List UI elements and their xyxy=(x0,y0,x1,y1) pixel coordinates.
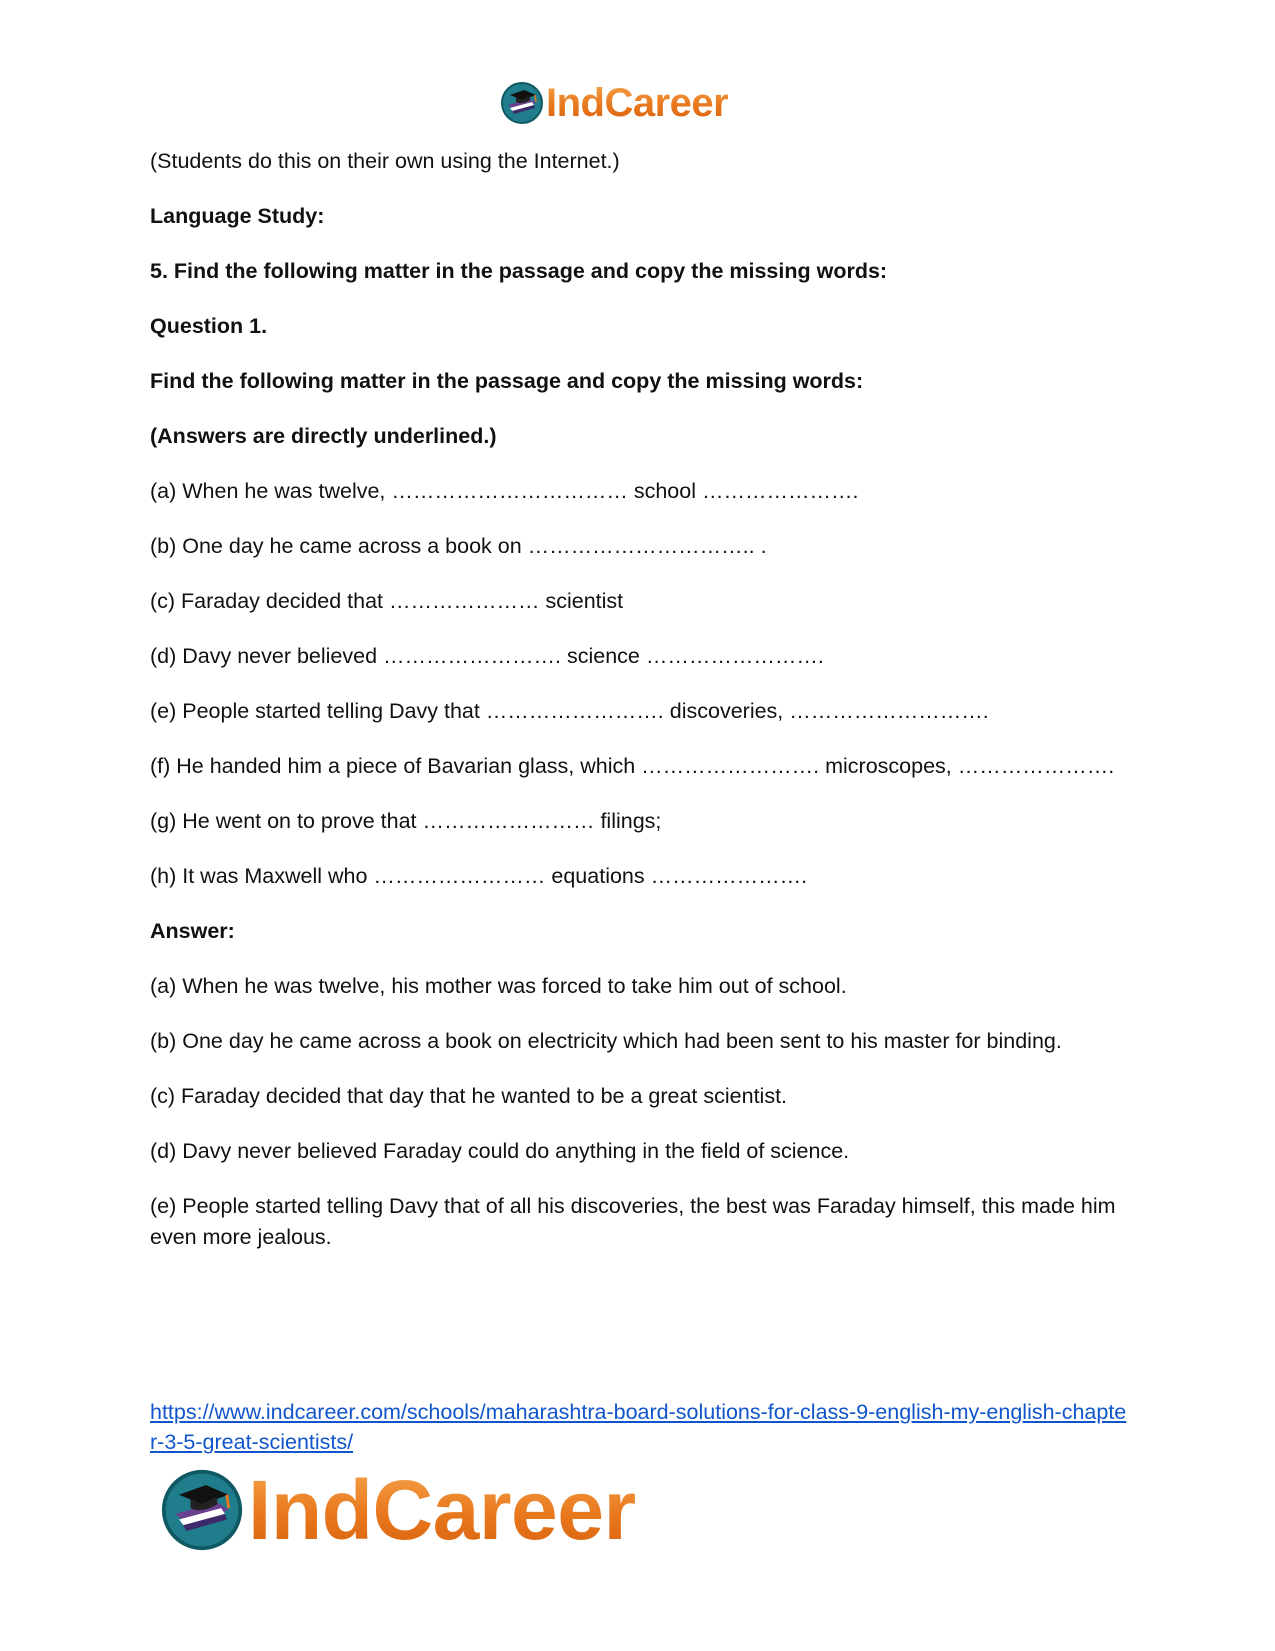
intro-text: (Students do this on their own using the Internet.) xyxy=(150,149,620,173)
blank-item: (g) He went on to prove that …………………… filings; xyxy=(150,809,662,833)
graduation-book-icon xyxy=(500,81,544,125)
answer-heading: Answer: xyxy=(150,919,235,943)
answer-item: (d) Davy never believed Faraday could do anything in the field of science. xyxy=(150,1139,850,1163)
blank-item: (e) People started telling Davy that ……………………. discoveries, ………………………. xyxy=(150,699,989,723)
blank-item: (c) Faraday decided that ………………… scientist xyxy=(150,589,624,613)
blank-item: (f) He handed him a piece of Bavarian glass, which ……………………. microscopes, …………………. xyxy=(150,754,1115,778)
graduation-book-icon xyxy=(160,1468,244,1552)
blank-item: (d) Davy never believed ……………………. science ……………………. xyxy=(150,644,824,668)
answer-item: (e) People started telling Davy that of all his discoveries, the best was Faraday himself, this made him even more jealous. xyxy=(150,1194,1116,1249)
question-text: Find the following matter in the passage and copy the missing words: xyxy=(150,369,864,393)
task-heading: 5. Find the following matter in the passage and copy the missing words: xyxy=(150,259,888,283)
footer-logo xyxy=(160,1460,636,1560)
question-note: (Answers are directly underlined.) xyxy=(150,424,497,448)
footer-link[interactable]: https://www.indcareer.com/schools/maharashtra-board-solutions-for-class-9-english-my-english-chapter-3-5-great-scientists/ xyxy=(150,1400,1127,1454)
document-body xyxy=(150,146,1130,1277)
brand-name: IndCareer xyxy=(546,81,729,125)
section-heading: Language Study: xyxy=(150,204,325,228)
blank-item: (h) It was Maxwell who …………………… equations …………………. xyxy=(150,864,808,888)
answer-item: (b) One day he came across a book on electricity which had been sent to his master for binding. xyxy=(150,1029,1062,1053)
answer-item: (c) Faraday decided that day that he wanted to be a great scientist. xyxy=(150,1084,788,1108)
brand-name: IndCareer xyxy=(248,1463,636,1557)
blank-item: (a) When he was twelve, …………………………… school …………………. xyxy=(150,479,859,503)
header-logo xyxy=(500,78,728,128)
question-label: Question 1. xyxy=(150,314,268,338)
blank-item: (b) One day he came across a book on ………………………….. . xyxy=(150,534,767,558)
answer-item: (a) When he was twelve, his mother was forced to take him out of school. xyxy=(150,974,847,998)
